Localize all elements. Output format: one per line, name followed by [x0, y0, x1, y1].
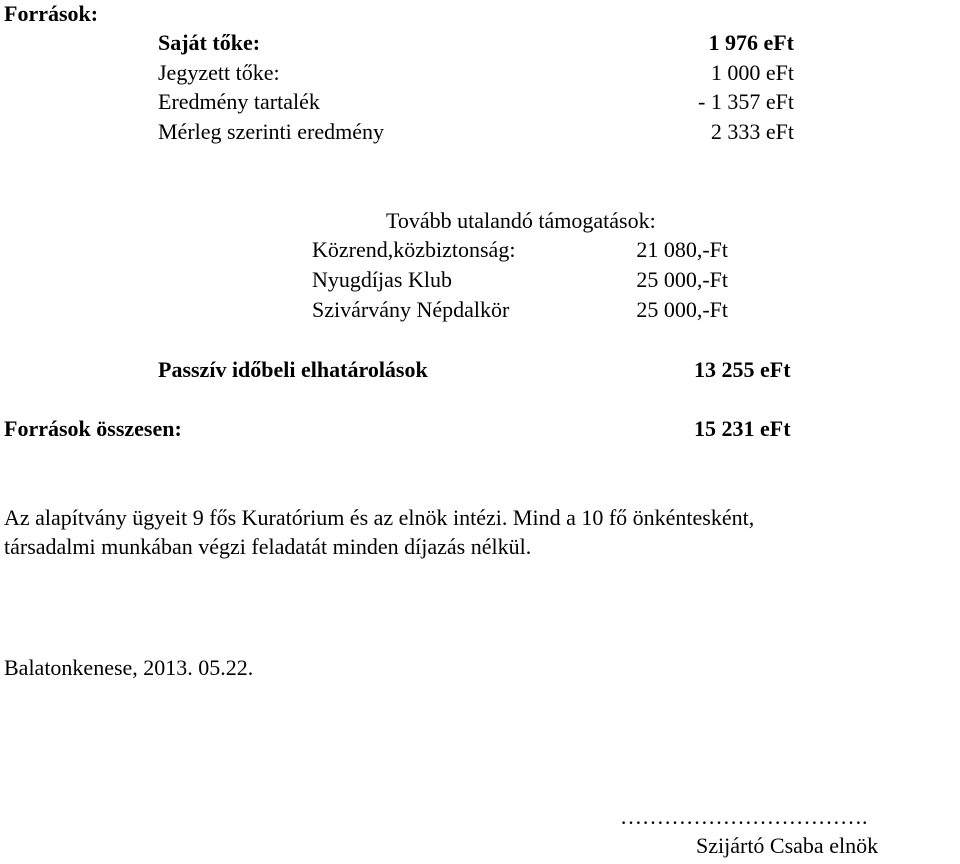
paragraph-line: társadalmi munkában végzi feladatát minden díjazás nélkül.	[4, 534, 532, 559]
grant-row-value: 25 000,-Ft	[636, 297, 728, 322]
total-value: 15 231 eFt	[694, 416, 791, 441]
total-label: Források összesen:	[4, 416, 182, 441]
equity-row-value: 1 000 eFt	[710, 60, 794, 85]
equity-title: Saját tőke:	[158, 30, 261, 55]
equity-row-label: Eredmény tartalék	[158, 89, 320, 114]
equity-row-value: 2 333 eFt	[710, 119, 794, 144]
grants-title: Tovább utalandó támogatások:	[386, 208, 656, 233]
deferred-value: 13 255 eFt	[694, 357, 791, 382]
equity-total: 1 976 eFt	[708, 30, 794, 55]
equity-row-label: Mérleg szerinti eredmény	[158, 119, 385, 144]
paragraph-line: Az alapítvány ügyeit 9 fős Kuratórium és az elnök intézi. Mind a 10 fő önkéntesként,	[4, 505, 755, 530]
section-heading: Források:	[4, 1, 99, 26]
grant-row-value: 21 080,-Ft	[636, 237, 728, 262]
grant-row-label: Nyugdíjas Klub	[312, 267, 452, 292]
signature-line: …………………………….	[620, 804, 868, 829]
equity-row-value: - 1 357 eFt	[698, 89, 794, 114]
deferred-label: Passzív időbeli elhatárolások	[158, 357, 428, 382]
equity-row-label: Jegyzett tőke:	[158, 60, 280, 85]
grant-row-value: 25 000,-Ft	[636, 267, 728, 292]
grant-row-label: Szivárvány Népdalkör	[312, 297, 510, 322]
grant-row-label: Közrend,közbiztonság:	[312, 237, 516, 262]
place-date: Balatonkenese, 2013. 05.22.	[4, 655, 254, 680]
signature-name: Szijártó Csaba elnök	[696, 833, 879, 858]
